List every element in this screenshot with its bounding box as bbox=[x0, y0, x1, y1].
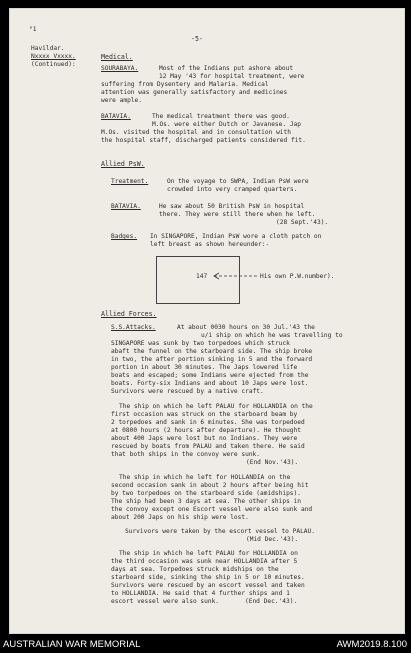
psw-batavia-line-3: (28 Sept.'43). bbox=[276, 219, 329, 226]
page-number: -5- bbox=[191, 35, 203, 43]
footer-institution: AUSTRALIAN WAR MEMORIAL bbox=[3, 639, 141, 650]
rank-label: Havildar. bbox=[31, 45, 65, 52]
medical-batavia-line-3: M.Os. visited the hospital and in consultation with bbox=[101, 129, 291, 136]
medical-batavia-line-2: M.Os. were either Dutch or Javanese. Jap bbox=[152, 121, 302, 128]
ss-attacks-label: S.S.Attacks. bbox=[111, 324, 156, 331]
para5-line-6: to HOLLANDIA. He said that 4 further ships and 1 bbox=[111, 590, 290, 597]
ss-attacks-line-3: SINGAPORE was sunk by two torpedoes which struck bbox=[111, 340, 290, 347]
psw-batavia-line-2: there. They were still there when he left. bbox=[159, 211, 316, 218]
sourabaya-line-4: attention was generally satisfactory and medicines bbox=[101, 89, 288, 96]
para5-line-2: the third occasion was sunk near HOLLANDIA after 5 bbox=[111, 558, 298, 565]
badges-line-1: In SINGAPORE, Indian PsW wore a cloth patch on bbox=[150, 233, 322, 240]
medical-batavia-label: BATAVIA. bbox=[101, 113, 131, 120]
medical-batavia-line-4: the hospital staff, discharged patients considered fit. bbox=[101, 137, 306, 144]
badges-label: Badges. bbox=[111, 233, 138, 240]
para3-line-4: The ship had been 3 days at sea. The other ships in bbox=[111, 498, 301, 505]
para5-line-3: days at sea. Torpedoes struck midships on the bbox=[111, 566, 279, 573]
section-medical: Medical. bbox=[101, 53, 133, 61]
ss-attacks-line-7: boats and escaped; some Indians were ejected from the bbox=[111, 372, 309, 379]
ss-attacks-line-2: u/i ship on which he was travelling to bbox=[201, 332, 343, 339]
para3-line-5: the convoy except one Escort vessel were also sunk and bbox=[111, 506, 313, 513]
continued-label: (Continued): bbox=[31, 61, 76, 68]
para2-line-2: first occasion was struck on the starboard beam by bbox=[111, 411, 298, 418]
para5-line-5: Survivors were rescued by an escort vessel and taken bbox=[111, 582, 305, 589]
para2-line-3: 2 torpedoes and sank in 6 minutes. She was torpedoed bbox=[111, 419, 305, 426]
ss-attacks-line-6: portion in about 30 minutes. The Japs lowered life bbox=[111, 364, 298, 371]
ss-attacks-line-8: boats. Forty-six Indians and about 10 Japs were lost. bbox=[111, 380, 309, 387]
allied-psw-heading: Allied PsW. bbox=[101, 160, 145, 168]
sourabaya-line-5: were ample. bbox=[101, 97, 142, 104]
document-page bbox=[9, 8, 405, 634]
treatment-label: Treatment. bbox=[111, 178, 149, 185]
para2-line-6: rescued by boats from PALAU and taken there. He said bbox=[111, 443, 305, 450]
archive-footer bbox=[0, 636, 411, 653]
para3-line-1: The ship in which he left for HOLLANDIA on the bbox=[119, 474, 291, 481]
psw-batavia-label: BATAVIA. bbox=[111, 203, 141, 210]
sourabaya-line-3: suffering from Dysentery and Malaria. Medical bbox=[101, 81, 269, 88]
footer-catalogue-id: AWM2019.8.100 bbox=[336, 639, 407, 650]
para2-line-1: The ship on which he left PALAU for HOLLANDIA on the bbox=[119, 403, 313, 410]
badges-line-2: left breast as shown hereunder:- bbox=[150, 241, 270, 248]
ss-attacks-line-4: abaft the funnel on the starboard side. The ship broke bbox=[111, 348, 313, 355]
prisoner-name: Nxxxx Vxxxx. bbox=[31, 53, 76, 60]
ss-attacks-line-1: At about 0030 hours on 30 Jul.'43 the bbox=[177, 324, 315, 331]
para2-line-5: about 400 Japs were lost but no Indians. They were bbox=[111, 435, 298, 442]
para2-line-4: at 0800 hours (2 hours after departure). He thought bbox=[111, 427, 301, 434]
para4-line-2: (Mid Dec.'43). bbox=[246, 536, 299, 543]
para5-line-7: escort vessel were also sunk. bbox=[111, 598, 220, 605]
ss-attacks-line-5: in two, the after portion sinking in 5 and the forward bbox=[111, 356, 313, 363]
treatment-line-1: On the voyage to SWPA, Indian PsW were bbox=[167, 178, 309, 185]
sourabaya-label: SOURABAYA. bbox=[101, 65, 139, 72]
psw-batavia-line-1: He saw about 50 British PsW in hospital bbox=[159, 203, 305, 210]
patch-note: His own P.W.number). bbox=[260, 273, 335, 280]
para2-line-8: (End Nov.'43). bbox=[246, 459, 299, 466]
patch-number: 147 bbox=[196, 273, 208, 280]
allied-forces-heading: Allied Forces. bbox=[101, 310, 157, 318]
pointer-arrow-icon bbox=[212, 271, 260, 281]
ss-attacks-line-9: Survivors were rescued by a native craft. bbox=[111, 388, 264, 395]
para5-line-4: starboard side, sinking the ship in 5 or 10 minutes. bbox=[111, 574, 305, 581]
para5-line-1: The ship in which he left PALAU for HOLLANDIA on bbox=[119, 550, 298, 557]
sourabaya-line-1: Most of the Indians put ashore about bbox=[159, 65, 294, 72]
para3-line-6: about 200 Japs on his ship were lost. bbox=[111, 514, 249, 521]
para3-line-2: second occasion sank in about 2 hours after being hit bbox=[111, 482, 309, 489]
medical-batavia-line-1: The medical treatment there was good. bbox=[152, 113, 290, 120]
sourabaya-line-2: 12 May '43 for hospital treatment, were bbox=[159, 73, 305, 80]
para4-line-1: Survivors were taken by the escort vessel to PALAU. bbox=[125, 528, 315, 535]
para3-line-3: by two torpedoes on the starboard side (amidships). bbox=[111, 490, 301, 497]
para2-line-7: that both ships in the convoy were sunk. bbox=[111, 451, 261, 458]
treatment-line-2: crowded into very cramped quarters. bbox=[167, 186, 298, 193]
corner-mark: °1 bbox=[29, 26, 37, 33]
para5-line-8: (End Dec.'43). bbox=[245, 598, 298, 605]
